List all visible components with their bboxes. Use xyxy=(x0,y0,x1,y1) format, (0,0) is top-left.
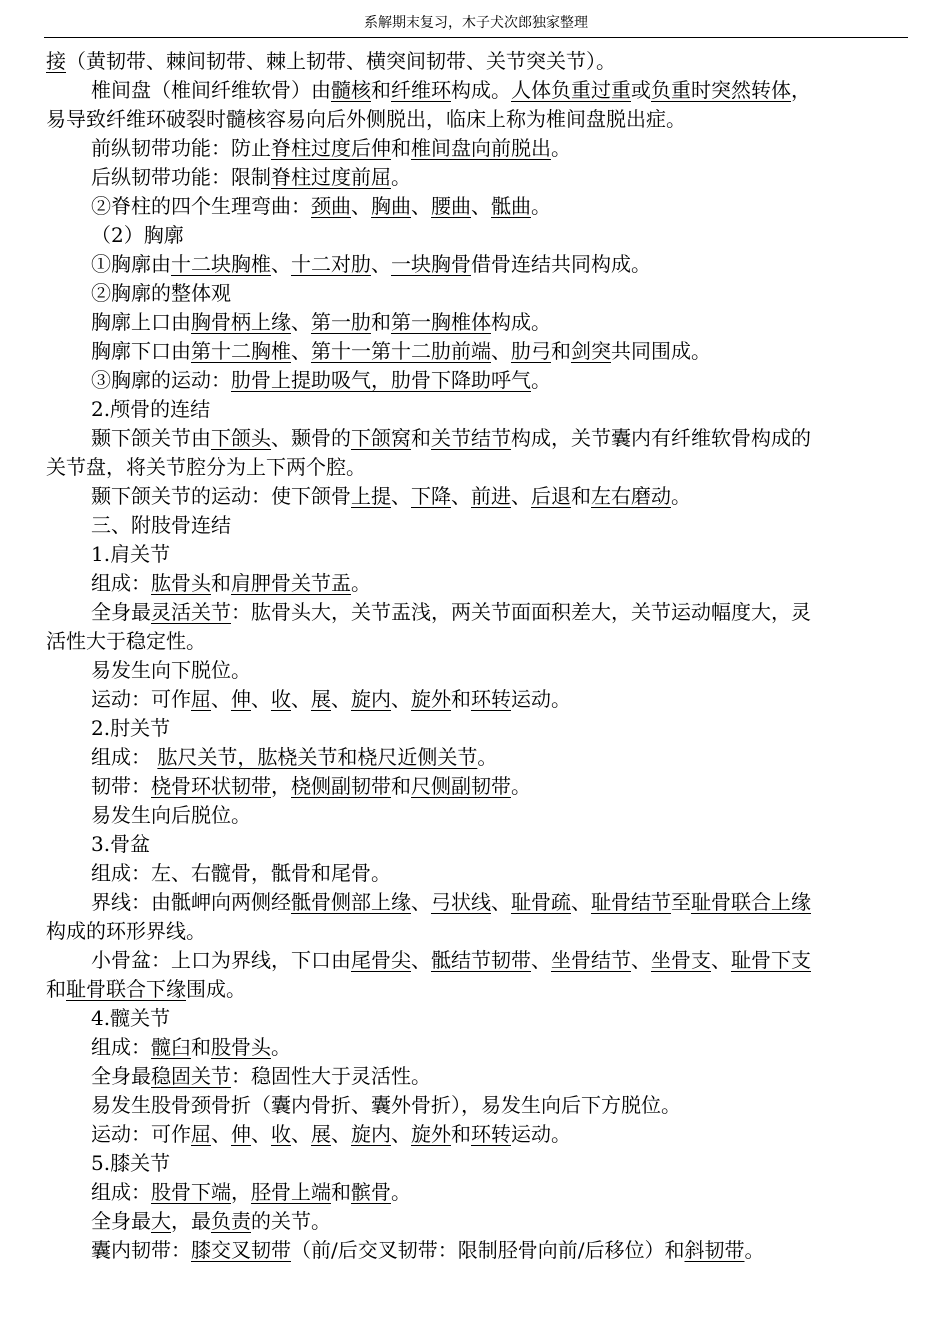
text-segment: 。 xyxy=(531,368,551,392)
text-segment: 。 xyxy=(477,745,498,769)
text-segment: 2.肘关节 xyxy=(91,716,171,740)
underlined-term: 髌骨 xyxy=(351,1180,391,1204)
text-line xyxy=(46,569,904,598)
text-segment: 。 xyxy=(391,165,411,189)
text-segment: 组成：左、右髋骨，骶骨和尾骨。 xyxy=(91,861,391,885)
underlined-term: 展 xyxy=(311,687,331,711)
text-segment: 运动：可作 xyxy=(91,687,191,711)
underlined-term: 纤维环 xyxy=(391,78,451,102)
text-line xyxy=(46,221,904,250)
text-segment: 胸廓上口由 xyxy=(91,310,191,334)
text-segment: （2）胸廓 xyxy=(91,223,184,247)
text-line xyxy=(46,598,904,627)
text-line xyxy=(46,1033,904,1062)
text-segment: 和 xyxy=(551,339,571,363)
text-line xyxy=(46,743,904,772)
text-segment: 4.髋关节 xyxy=(91,1006,171,1030)
text-line xyxy=(46,714,904,743)
underlined-term: 第一肋 xyxy=(311,310,371,334)
underlined-term: 下降 xyxy=(411,484,451,508)
text-segment: 、 xyxy=(391,484,411,508)
text-segment: 和 xyxy=(211,571,231,595)
underlined-term: 剑突 xyxy=(571,339,611,363)
text-line xyxy=(46,250,904,279)
underlined-term: 伸 xyxy=(231,1122,251,1146)
text-segment: ，最 xyxy=(171,1209,211,1233)
text-segment: 、 xyxy=(411,948,431,972)
underlined-term: 耻骨结节 xyxy=(591,890,671,914)
text-line xyxy=(46,134,904,163)
underlined-term: 耻骨联合下缘 xyxy=(66,977,186,1001)
text-line xyxy=(46,337,904,366)
text-segment: 和 xyxy=(331,1180,351,1204)
text-segment: 、 xyxy=(251,687,271,711)
text-line xyxy=(46,453,904,482)
text-line xyxy=(46,888,904,917)
text-segment: 、 xyxy=(291,1122,311,1146)
text-segment: 、 xyxy=(391,1122,411,1146)
text-line xyxy=(46,192,904,221)
underlined-term: 后退 xyxy=(531,484,571,508)
text-segment: 的关节。 xyxy=(251,1209,331,1233)
text-segment: （前/后交叉韧带：限制胫骨向前/后移位）和 xyxy=(291,1238,685,1262)
underlined-term: 关节结节 xyxy=(431,426,511,450)
text-segment: 、 xyxy=(711,948,731,972)
text-line xyxy=(46,366,904,395)
text-segment: ①胸廓由 xyxy=(91,252,171,276)
text-segment: 颞下颌关节的运动：使下颌骨 xyxy=(91,484,351,508)
text-line xyxy=(46,685,904,714)
underlined-term: 肱骨头 xyxy=(151,571,211,595)
text-line xyxy=(46,1178,904,1207)
text-segment: 。 xyxy=(744,1238,765,1262)
text-line xyxy=(46,917,904,946)
text-line xyxy=(46,395,904,424)
underlined-term: 椎间盘向前脱出 xyxy=(411,136,551,160)
text-segment: 构成，关节囊内有纤维软骨构成的 xyxy=(511,426,811,450)
underlined-term: 坐骨支 xyxy=(651,948,711,972)
underlined-term: 桡骨环状韧带 xyxy=(151,774,271,798)
text-segment: 或 xyxy=(631,78,651,102)
underlined-term: 脊柱过度前屈 xyxy=(271,165,391,189)
text-segment: 、 xyxy=(291,310,311,334)
text-segment: ③胸廓的运动： xyxy=(91,368,231,392)
text-segment: 5.膝关节 xyxy=(91,1151,171,1175)
text-line xyxy=(46,656,904,685)
underlined-term: 颈曲 xyxy=(311,194,351,218)
text-segment: 。 xyxy=(391,1180,411,1204)
text-segment: 运动：可作 xyxy=(91,1122,191,1146)
text-segment: 、 xyxy=(271,252,291,276)
underlined-term: 耻骨下支 xyxy=(731,948,811,972)
underlined-term: 斜韧带 xyxy=(684,1238,745,1262)
text-segment: 3.骨盆 xyxy=(91,832,151,856)
text-segment: 和 xyxy=(46,977,66,1001)
text-line xyxy=(46,1091,904,1120)
text-segment: 、 xyxy=(391,687,411,711)
text-segment: 和 xyxy=(411,426,431,450)
underlined-term: 下颌窝 xyxy=(351,426,411,450)
underlined-term: 收 xyxy=(271,687,291,711)
underlined-term: 负重时突然转体 xyxy=(651,78,791,102)
text-segment: 、 xyxy=(331,1122,351,1146)
text-line xyxy=(46,1004,904,1033)
text-segment: 和 xyxy=(191,1035,211,1059)
underlined-term: 旋内 xyxy=(351,687,391,711)
text-line xyxy=(46,308,904,337)
text-line xyxy=(46,1236,904,1265)
text-segment: 易发生股骨颈骨折（囊内骨折、囊外骨折），易发生向后下方脱位。 xyxy=(91,1093,681,1117)
underlined-term: 十二块胸椎 xyxy=(171,252,271,276)
text-segment: 、 xyxy=(351,194,371,218)
text-segment: 1.肩关节 xyxy=(91,542,171,566)
text-segment: 。 xyxy=(671,484,691,508)
text-line xyxy=(46,946,904,975)
text-segment: 、 xyxy=(411,890,431,914)
text-line xyxy=(46,511,904,540)
text-line xyxy=(46,1062,904,1091)
page-header: 系解期末复习，木子犬次郎独家整理 xyxy=(44,10,908,38)
text-segment: 、 xyxy=(251,1122,271,1146)
text-segment: 。 xyxy=(551,136,571,160)
underlined-term: 旋外 xyxy=(411,687,451,711)
text-line xyxy=(46,163,904,192)
text-segment: 、 xyxy=(211,1122,231,1146)
underlined-term: 收 xyxy=(271,1122,291,1146)
underlined-term: 屈 xyxy=(191,687,211,711)
underlined-term: 左右磨动 xyxy=(591,484,671,508)
text-segment: 组成： xyxy=(91,745,158,769)
underlined-term: 一块胸骨 xyxy=(391,252,471,276)
underlined-term: 负责 xyxy=(211,1209,251,1233)
text-segment: 和 xyxy=(451,687,471,711)
underlined-term: 胸曲 xyxy=(371,194,411,218)
text-segment: 。 xyxy=(531,194,551,218)
text-segment: 韧带： xyxy=(91,774,151,798)
text-line xyxy=(46,279,904,308)
text-line xyxy=(46,47,904,76)
text-segment: 全身最 xyxy=(91,1209,151,1233)
underlined-term: 尺侧副韧带 xyxy=(411,774,511,798)
text-segment: 、 xyxy=(211,687,231,711)
text-segment: 、 xyxy=(331,687,351,711)
text-segment: 、 xyxy=(531,948,551,972)
text-segment: 组成： xyxy=(91,1180,151,1204)
text-segment: 关节盘，将关节腔分为上下两个腔。 xyxy=(46,455,366,479)
underlined-term: 上提 xyxy=(351,484,391,508)
text-segment: 组成： xyxy=(91,571,151,595)
text-segment: 、 xyxy=(571,890,591,914)
text-line xyxy=(46,76,904,105)
underlined-term: 前进 xyxy=(471,484,511,508)
underlined-term: 股骨头 xyxy=(211,1035,271,1059)
text-segment: 构成的环形界线。 xyxy=(46,919,206,943)
underlined-term: 胫骨上端 xyxy=(251,1180,331,1204)
underlined-term: 脊柱过度后伸 xyxy=(271,136,391,160)
text-segment: ， xyxy=(271,774,291,798)
text-segment: ②脊柱的四个生理弯曲： xyxy=(91,194,311,218)
text-segment: 活性大于稳定性。 xyxy=(46,629,206,653)
text-segment: 全身最 xyxy=(91,1064,151,1088)
underlined-term: 伸 xyxy=(231,687,251,711)
text-line xyxy=(46,830,904,859)
underlined-term: 稳固关节 xyxy=(151,1064,231,1088)
text-segment: 易导致纤维环破裂时髓核容易向后外侧脱出，临床上称为椎间盘脱出症。 xyxy=(46,107,686,131)
text-segment: 易发生向后脱位。 xyxy=(91,803,251,827)
underlined-term: 人体负重过重 xyxy=(511,78,631,102)
text-segment: 、 xyxy=(451,484,471,508)
text-segment: 、 xyxy=(291,339,311,363)
text-segment: 构成。 xyxy=(491,310,551,334)
text-segment: 和 xyxy=(371,310,391,334)
text-segment: 小骨盆：上口为界线，下口由 xyxy=(91,948,351,972)
text-segment: 。 xyxy=(511,774,531,798)
text-segment: 运动。 xyxy=(511,687,571,711)
underlined-term: 骶结节韧带 xyxy=(431,948,531,972)
underlined-term: 屈 xyxy=(191,1122,211,1146)
underlined-term: 股骨下端 xyxy=(151,1180,231,1204)
text-segment: ：肱骨头大，关节盂浅，两关节面面积差大，关节运动幅度大，灵 xyxy=(231,600,811,624)
text-segment: 。 xyxy=(351,571,371,595)
text-segment: 、 xyxy=(471,194,491,218)
text-line xyxy=(46,1120,904,1149)
underlined-term: 骶骨侧部上缘 xyxy=(291,890,411,914)
underlined-term: 肋弓 xyxy=(511,339,551,363)
text-segment: ， xyxy=(791,78,811,102)
underlined-term: 髋臼 xyxy=(151,1035,191,1059)
text-line xyxy=(46,540,904,569)
text-line xyxy=(46,975,904,1004)
text-segment: 椎间盘（椎间纤维软骨）由 xyxy=(91,78,331,102)
text-segment: 、 xyxy=(631,948,651,972)
text-segment: 前纵韧带功能：防止 xyxy=(91,136,271,160)
text-line xyxy=(46,424,904,453)
underlined-term: 耻骨疏 xyxy=(511,890,571,914)
text-segment: 2.颅骨的连结 xyxy=(91,397,211,421)
text-line xyxy=(46,1207,904,1236)
text-segment: 构成。 xyxy=(451,78,511,102)
text-segment: 、 xyxy=(371,252,391,276)
text-segment: 和 xyxy=(571,484,591,508)
underlined-term: 十二对肋 xyxy=(291,252,371,276)
text-segment: ， xyxy=(231,1180,251,1204)
text-segment: 和 xyxy=(391,774,411,798)
underlined-term: 尾骨尖 xyxy=(351,948,411,972)
underlined-term: 肱尺关节，肱桡关节和桡尺近侧关节 xyxy=(157,745,478,769)
text-segment: 、 xyxy=(291,687,311,711)
text-segment: 至 xyxy=(671,890,691,914)
text-segment: 颞下颌关节由 xyxy=(91,426,211,450)
text-segment: 围成。 xyxy=(186,977,246,1001)
text-segment: 。 xyxy=(271,1035,291,1059)
underlined-term: 第十一第十二肋前端 xyxy=(311,339,491,363)
underlined-term: 大 xyxy=(151,1209,171,1233)
text-segment: 组成： xyxy=(91,1035,151,1059)
text-segment: 运动。 xyxy=(511,1122,571,1146)
underlined-term: 桡侧副韧带 xyxy=(291,774,391,798)
text-segment: 全身最 xyxy=(91,600,151,624)
underlined-term: 坐骨结节 xyxy=(551,948,631,972)
underlined-term: 旋内 xyxy=(351,1122,391,1146)
underlined-term: 骶曲 xyxy=(491,194,531,218)
text-segment: 后纵韧带功能：限制 xyxy=(91,165,271,189)
text-segment: 界线：由骶岬向两侧经 xyxy=(91,890,291,914)
text-segment: 、 xyxy=(491,890,511,914)
underlined-term: 接 xyxy=(46,49,66,73)
text-segment: 三、附肢骨连结 xyxy=(91,513,231,537)
underlined-term: 下颌头 xyxy=(211,426,271,450)
text-segment: 借骨连结共同构成。 xyxy=(471,252,651,276)
text-line xyxy=(46,1149,904,1178)
document-body xyxy=(46,47,904,1265)
text-segment: 、 xyxy=(411,194,431,218)
text-segment: 、 xyxy=(491,339,511,363)
underlined-term: 弓状线 xyxy=(431,890,491,914)
text-segment: 和 xyxy=(371,78,391,102)
text-line xyxy=(46,801,904,830)
text-segment: ：稳固性大于灵活性。 xyxy=(231,1064,431,1088)
underlined-term: 膝交叉韧带 xyxy=(191,1238,291,1262)
text-segment: 胸廓下口由 xyxy=(91,339,191,363)
text-segment: 囊内韧带： xyxy=(91,1238,191,1262)
underlined-term: 耻骨联合上缘 xyxy=(691,890,811,914)
text-line xyxy=(46,772,904,801)
underlined-term: 肋骨上提助吸气，肋骨下降助呼气 xyxy=(231,368,531,392)
text-line xyxy=(46,482,904,511)
text-segment: 、颞骨的 xyxy=(271,426,351,450)
text-segment: 、 xyxy=(511,484,531,508)
underlined-term: 第一胸椎体 xyxy=(391,310,491,334)
text-segment: 和 xyxy=(451,1122,471,1146)
underlined-term: 胸骨柄上缘 xyxy=(191,310,291,334)
underlined-term: 灵活关节 xyxy=(151,600,231,624)
text-segment: 和 xyxy=(391,136,411,160)
underlined-term: 腰曲 xyxy=(431,194,471,218)
text-line xyxy=(46,627,904,656)
underlined-term: 旋外 xyxy=(411,1122,451,1146)
underlined-term: 第十二胸椎 xyxy=(191,339,291,363)
text-segment: （黄韧带、棘间韧带、棘上韧带、横突间韧带、关节突关节）。 xyxy=(66,49,616,73)
underlined-term: 肩胛骨关节盂 xyxy=(231,571,351,595)
text-segment: 易发生向下脱位。 xyxy=(91,658,251,682)
underlined-term: 展 xyxy=(311,1122,331,1146)
text-line xyxy=(46,859,904,888)
underlined-term: 环转 xyxy=(471,1122,511,1146)
underlined-term: 髓核 xyxy=(331,78,371,102)
underlined-term: 环转 xyxy=(471,687,511,711)
text-line xyxy=(46,105,904,134)
text-segment: 共同围成。 xyxy=(611,339,711,363)
text-segment: ②胸廓的整体观 xyxy=(91,281,231,305)
